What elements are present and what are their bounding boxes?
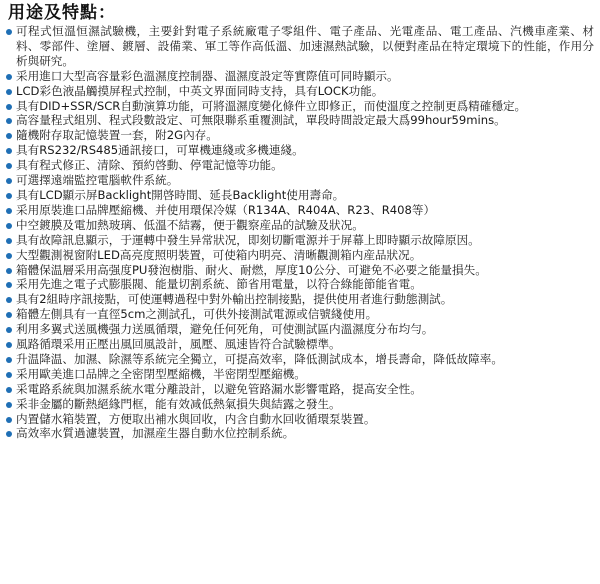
feature-text: 具有2組時序訊接點，可使運轉過程中對外輸出控制接點，提供使用者進行動態測試。 xyxy=(16,292,453,307)
round-bullet-icon xyxy=(6,387,12,393)
round-bullet-icon xyxy=(6,238,12,244)
feature-list xyxy=(6,24,594,441)
feature-item xyxy=(6,248,594,263)
feature-item xyxy=(6,367,594,382)
feature-item xyxy=(6,307,594,322)
round-bullet-icon xyxy=(6,402,12,408)
round-bullet-icon xyxy=(6,133,12,139)
round-bullet-icon xyxy=(6,372,12,378)
feature-item xyxy=(6,128,594,143)
feature-text: 采電路系統與加濕系統水電分離設計，以避免管路漏水影響電路，提高安全性。 xyxy=(16,381,422,396)
feature-text: 隨機附存取記憶裝置一套，附2G內存。 xyxy=(16,128,218,143)
feature-item xyxy=(6,412,594,427)
round-bullet-icon xyxy=(6,118,12,124)
feature-text: LCD彩色液晶觸摸屏程式控制，中英文界面同時支持，具有LOCK功能。 xyxy=(16,83,384,98)
round-bullet-icon xyxy=(6,417,12,423)
round-bullet-icon xyxy=(6,268,12,274)
feature-text: 具有故障訊息顯示，于運轉中發生异常狀况，即刻切斷電源并于屏幕上即時顯示故障原因。 xyxy=(16,232,480,247)
feature-item xyxy=(6,143,594,158)
feature-item xyxy=(6,188,594,203)
feature-item xyxy=(6,382,594,397)
feature-text: 高效率水質過濾裝置，加濕産生器自動水位控制系統。 xyxy=(16,426,295,441)
round-bullet-icon xyxy=(6,342,12,348)
round-bullet-icon xyxy=(6,193,12,199)
feature-item xyxy=(6,322,594,337)
round-bullet-icon xyxy=(6,223,12,229)
feature-item xyxy=(6,263,594,278)
round-bullet-icon xyxy=(6,89,12,95)
feature-item xyxy=(6,292,594,307)
feature-text: 采用歐美進口品牌之全密閉型壓縮機，半密閉型壓縮機。 xyxy=(16,366,306,381)
feature-text: 采用原裝進口品牌壓縮機、并使用環保冷媒（R134A、R404A、R23、R408等） xyxy=(16,202,436,217)
round-bullet-icon xyxy=(6,312,12,318)
feature-item xyxy=(6,99,594,114)
feature-text: 風路循環采用正壓出風回風設計，風壓、風速皆符合試驗標準。 xyxy=(16,337,341,352)
feature-text: 利用多翼式送風機强力送風循環，避免任何死角，可使測試區内溫濕度分布均勻。 xyxy=(16,322,434,337)
feature-item xyxy=(6,337,594,352)
round-bullet-icon xyxy=(6,327,12,333)
feature-item xyxy=(6,69,594,84)
feature-text: 高容量程式組別、程式段數設定、可無限聯系重覆測試，單段時間設定最大爲99hour59mins。 xyxy=(16,113,506,128)
round-bullet-icon xyxy=(6,148,12,154)
feature-text: 采非金屬的斷熱絕緣門框，能有效减低熱氣損失與結露之發生。 xyxy=(16,396,341,411)
feature-text: 大型觀測視窗附LED高亮度照明裝置，可使箱内明亮、清晰觀測箱内産品狀况。 xyxy=(16,247,422,262)
feature-text: 箱體左側具有一直徑5cm之測試孔，可供外接測試電源或信號綫使用。 xyxy=(16,307,378,322)
feature-item xyxy=(6,352,594,367)
page-title: 用途及特點： xyxy=(8,3,116,23)
round-bullet-icon xyxy=(6,431,12,437)
round-bullet-icon xyxy=(6,74,12,80)
feature-text: 升温降温、加濕、除濕等系統完全獨立，可提高效率，降低測試成本，增長壽命，降低故障率。 xyxy=(16,351,503,366)
feature-item xyxy=(6,113,594,128)
feature-text: 具有RS232/RS485通訊接口，可單機連綫或多機連綫。 xyxy=(16,143,304,158)
feature-text: 具有DID+SSR/SCR自動演算功能，可將溫濕度變化條件立即修正，而使溫度之控制更爲精確穩定。 xyxy=(16,98,527,113)
feature-text: 具有程式修正、清除、預約啓動、停電記憶等功能。 xyxy=(16,158,283,173)
feature-item xyxy=(6,426,594,441)
feature-text: 箱體保温層采用高强度PU發泡樹脂、耐火、耐燃，厚度10公分、可避免不必要之能量損失。 xyxy=(16,262,487,277)
feature-item xyxy=(6,203,594,218)
feature-item xyxy=(6,24,594,69)
feature-text: 中空鍍膜及電加熱玻璃、低溫不結霧，便于觀察産品的試驗及狀况。 xyxy=(16,217,364,232)
feature-text: 采用先進之電子式膨脹閥、能量切割系統、節省用電量，以符合綠能節能省電。 xyxy=(16,277,422,292)
feature-text: 可程式恒溫恒濕試驗機，主要針對電子系統廠電子零組件、電子產品、光電產品、電工產品、汽機車產業、材料、零部件、塗層、鍍層、設備業、軍工等作高低溫、加速濕熱試驗，以便對產品在特定環境下的性能，作用分析與研究。 xyxy=(16,24,594,68)
round-bullet-icon xyxy=(6,282,12,288)
round-bullet-icon xyxy=(6,29,12,35)
feature-text: 采用進口大型高容量彩色溫濕度控制器、溫濕度設定等實際值可同時顯示。 xyxy=(16,68,399,83)
round-bullet-icon xyxy=(6,357,12,363)
feature-text: 可選擇遠端監控電腦軟件系統。 xyxy=(16,173,179,188)
round-bullet-icon xyxy=(6,104,12,110)
round-bullet-icon xyxy=(6,208,12,214)
feature-item xyxy=(6,277,594,292)
round-bullet-icon xyxy=(6,297,12,303)
feature-text: 内置儲水箱裝置，方便取出補水與回收，内含自動水回收循環泵裝置。 xyxy=(16,411,376,426)
round-bullet-icon xyxy=(6,253,12,259)
feature-item xyxy=(6,173,594,188)
feature-text: 具有LCD顯示屏Backlight開啓時間、延長Backlight使用壽命。 xyxy=(16,187,345,202)
feature-item xyxy=(6,218,594,233)
feature-item xyxy=(6,84,594,99)
feature-item xyxy=(6,158,594,173)
feature-item xyxy=(6,233,594,248)
round-bullet-icon xyxy=(6,163,12,169)
round-bullet-icon xyxy=(6,178,12,184)
feature-item xyxy=(6,397,594,412)
